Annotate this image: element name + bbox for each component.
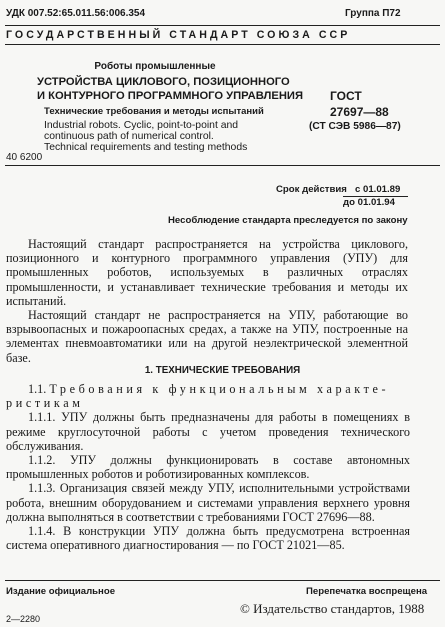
clause-1-1-2: 1.1.2. УПУ должны функционировать в составе автономных промышленных роботов и роботизированных комплексов. bbox=[6, 453, 410, 482]
intro-paragraph-1: Настоящий стандарт распространяется на устройства циклового, позиционного и контурного программного управления (УПУ) для промышленных роботов, используемых в различных отраслях промышленности, и устанавливает технические требования и методы их испытаний. bbox=[6, 237, 408, 308]
header-rule-bottom bbox=[5, 44, 440, 45]
group-code: Группа П72 bbox=[345, 8, 401, 19]
clause-1-1-4: 1.1.4. В конструкции УПУ должна быть предусмотрена встроенная система оперативного диагностирования — по ГОСТ 21021—85. bbox=[6, 524, 410, 553]
section-body bbox=[6, 382, 410, 552]
standard-banner: ГОСУДАРСТВЕННЫЙ СТАНДАРТ СОЮЗА ССР bbox=[6, 29, 351, 41]
st-sev-number: (СТ СЭВ 5986—87) bbox=[309, 121, 401, 132]
header-rule-top bbox=[5, 25, 440, 26]
subtitle-ru: Роботы промышленные bbox=[94, 61, 216, 72]
publisher: Издательство стандартов, 1988 bbox=[253, 601, 425, 616]
clause-1-1-title-cont: ристикам bbox=[6, 396, 84, 411]
title-en bbox=[44, 120, 247, 153]
gost-label: ГОСТ bbox=[330, 89, 362, 103]
title-en-line1: Industrial robots. Cyclic, point-to-point and bbox=[44, 120, 239, 131]
clause-1-1-1: 1.1.1. УПУ должны быть предназначены для работы в помещениях в режиме круглосуточной работы с учетом проведения технического обслуживания. bbox=[6, 410, 410, 453]
title-ru-line2: И КОНТУРНОГО ПРОГРАММНОГО УПРАВЛЕНИЯ bbox=[37, 90, 304, 102]
copyright-line bbox=[240, 601, 424, 617]
clause-1-1-3: 1.1.3. Организация связей между УПУ, исполнительными устройствами робота, внешним оборудованием и системами управления верхнего уровня должна выполняться в соответствии с требованиями ГОСТ 27696—88. bbox=[6, 481, 410, 524]
title-ru-line1: УСТРОЙСТВА ЦИКЛОВОГО, ПОЗИЦИОННОГО bbox=[37, 76, 290, 88]
clause-1-1-title: Требования к функциональным характе- bbox=[49, 382, 390, 396]
intro-paragraph-2: Настоящий стандарт не распространяется на УПУ, работающие во взрывоопасных и пожароопасных средах, а также на УПУ, построенные на элементах пневмоавтоматики или на другой неэлектрической элементной базе. bbox=[6, 308, 408, 365]
gost-number: 27697—88 bbox=[330, 105, 389, 119]
title-en-line3: Technical requirements and testing methods bbox=[44, 142, 248, 153]
section-heading: 1. ТЕХНИЧЕСКИЕ ТРЕБОВАНИЯ bbox=[144, 365, 301, 376]
page-code: 2—2280 bbox=[6, 614, 41, 624]
title-en-line2: continuous path of numerical control. bbox=[44, 131, 214, 142]
clause-1-1-number: 1.1. bbox=[28, 382, 47, 396]
footer-rule bbox=[5, 580, 440, 581]
validity-to: до 01.01.94 bbox=[343, 197, 395, 208]
official-edition: Издание официальное bbox=[6, 586, 116, 597]
validity-label: Срок действия bbox=[276, 184, 347, 195]
title-rule bbox=[5, 165, 440, 166]
legal-notice: Несоблюдение стандарта преследуется по закону bbox=[168, 215, 408, 226]
requirements-ru: Технические требования и методы испытаний bbox=[44, 106, 264, 117]
copyright-icon: © bbox=[240, 601, 250, 616]
validity-from: с 01.01.89 bbox=[355, 184, 401, 195]
intro-text bbox=[6, 237, 408, 365]
okp-code: 40 6200 bbox=[6, 152, 43, 163]
clause-1-1-heading bbox=[6, 382, 410, 396]
reprint-notice: Перепечатка воспрещена bbox=[306, 586, 428, 597]
udk-code: УДК 007.52:65.011.56:006.354 bbox=[6, 8, 146, 19]
